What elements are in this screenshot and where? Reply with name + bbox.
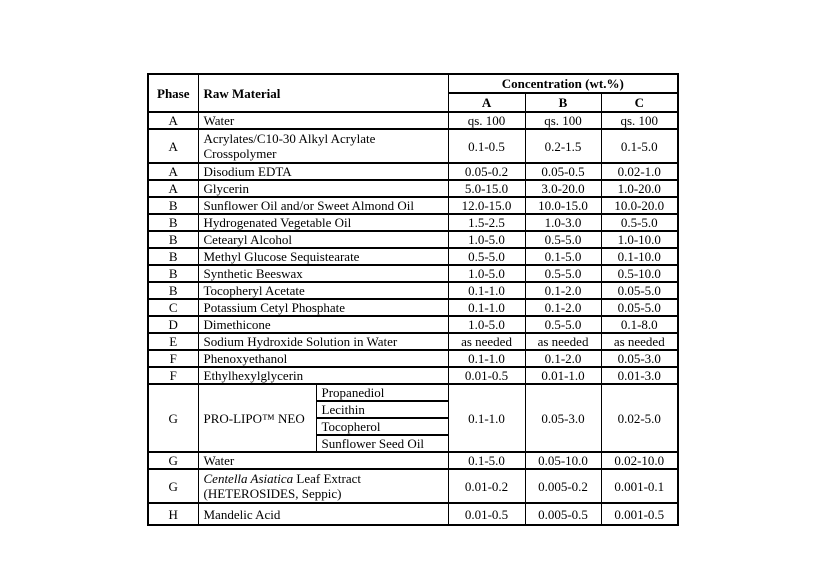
conc-b-cell: 0.05-3.0 (525, 384, 601, 452)
phase-cell: G (148, 384, 198, 452)
conc-a-cell: 0.01-0.5 (448, 367, 525, 384)
conc-c-cell: 0.02-10.0 (601, 452, 678, 469)
table-row (148, 197, 678, 214)
conc-c-cell: 0.001-0.1 (601, 469, 678, 503)
conc-a-cell: 5.0-15.0 (448, 180, 525, 197)
prolipo-component-cell: Lecithin (316, 401, 448, 418)
material-species-name: Centella Asiatica (203, 471, 294, 486)
phase-cell: B (148, 231, 198, 248)
header-col-c: C (601, 93, 678, 112)
conc-b-cell: 0.05-0.5 (525, 163, 601, 180)
phase-cell: A (148, 129, 198, 163)
phase-cell: C (148, 299, 198, 316)
conc-c-cell: 0.01-3.0 (601, 367, 678, 384)
header-col-a: A (448, 93, 525, 112)
material-cell: Sodium Hydroxide Solution in Water (198, 333, 448, 350)
conc-b-cell: 0.5-5.0 (525, 316, 601, 333)
material-cell: Methyl Glucose Sequistearate (198, 248, 448, 265)
material-cell: Water (198, 452, 448, 469)
conc-b-cell: 0.2-1.5 (525, 129, 601, 163)
conc-a-cell: 0.01-0.2 (448, 469, 525, 503)
conc-c-cell: 0.05-5.0 (601, 299, 678, 316)
conc-c-cell: 0.1-10.0 (601, 248, 678, 265)
material-cell: Disodium EDTA (198, 163, 448, 180)
table-row (148, 333, 678, 350)
conc-a-cell: qs. 100 (448, 112, 525, 129)
material-name-rest: Leaf Extract (296, 471, 362, 486)
table-row (148, 231, 678, 248)
material-cell: Phenoxyethanol (198, 350, 448, 367)
table-row (148, 299, 678, 316)
conc-c-cell: 0.02-5.0 (601, 384, 678, 452)
phase-cell: G (148, 452, 198, 469)
phase-cell: F (148, 367, 198, 384)
phase-cell: G (148, 469, 198, 503)
conc-a-cell: 0.1-1.0 (448, 350, 525, 367)
conc-a-cell: 0.5-5.0 (448, 248, 525, 265)
phase-cell: B (148, 214, 198, 231)
material-name-line2: (HETEROSIDES, Seppic) (203, 486, 342, 501)
conc-a-cell: as needed (448, 333, 525, 350)
phase-cell: B (148, 197, 198, 214)
conc-b-cell: 1.0-3.0 (525, 214, 601, 231)
conc-b-cell: 0.1-2.0 (525, 350, 601, 367)
conc-a-cell: 0.1-1.0 (448, 384, 525, 452)
material-cell: Tocopheryl Acetate (198, 282, 448, 299)
conc-a-cell: 0.01-0.5 (448, 503, 525, 525)
table-row (148, 350, 678, 367)
conc-a-cell: 0.1-0.5 (448, 129, 525, 163)
conc-c-cell: qs. 100 (601, 112, 678, 129)
conc-a-cell: 12.0-15.0 (448, 197, 525, 214)
conc-b-cell: 0.005-0.2 (525, 469, 601, 503)
conc-c-cell: 0.001-0.5 (601, 503, 678, 525)
conc-b-cell: 0.1-2.0 (525, 282, 601, 299)
conc-c-cell: 0.02-1.0 (601, 163, 678, 180)
phase-cell: F (148, 350, 198, 367)
prolipo-component-cell: Propanediol (316, 384, 448, 401)
conc-b-cell: 0.01-1.0 (525, 367, 601, 384)
phase-cell: A (148, 112, 198, 129)
conc-a-cell: 0.1-5.0 (448, 452, 525, 469)
material-cell: Ethylhexylglycerin (198, 367, 448, 384)
header-raw-material: Raw Material (198, 74, 448, 112)
table-row (148, 180, 678, 197)
conc-c-cell: 1.0-10.0 (601, 231, 678, 248)
conc-b-cell: 0.1-5.0 (525, 248, 601, 265)
conc-a-cell: 1.0-5.0 (448, 265, 525, 282)
conc-b-cell: 0.1-2.0 (525, 299, 601, 316)
material-cell: Cetearyl Alcohol (198, 231, 448, 248)
material-cell: Acrylates/C10-30 Alkyl Acrylate Crosspolymer (198, 129, 448, 163)
conc-a-cell: 1.0-5.0 (448, 316, 525, 333)
table-row (148, 265, 678, 282)
conc-c-cell: 0.1-5.0 (601, 129, 678, 163)
table-row (148, 282, 678, 299)
formulation-table (147, 73, 679, 526)
conc-c-cell: 0.05-3.0 (601, 350, 678, 367)
conc-b-cell: 10.0-15.0 (525, 197, 601, 214)
table-row (148, 112, 678, 129)
table-row (148, 367, 678, 384)
conc-a-cell: 0.1-1.0 (448, 299, 525, 316)
material-cell: Potassium Cetyl Phosphate (198, 299, 448, 316)
material-cell: Mandelic Acid (198, 503, 448, 525)
prolipo-component-cell: Tocopherol (316, 418, 448, 435)
phase-cell: B (148, 248, 198, 265)
phase-cell: D (148, 316, 198, 333)
conc-c-cell: 0.05-5.0 (601, 282, 678, 299)
centella-row (148, 469, 678, 503)
conc-b-cell: 0.5-5.0 (525, 265, 601, 282)
header-concentration: Concentration (wt.%) (448, 74, 678, 93)
conc-b-cell: 0.05-10.0 (525, 452, 601, 469)
table-row (148, 214, 678, 231)
material-cell: Hydrogenated Vegetable Oil (198, 214, 448, 231)
table-row (148, 163, 678, 180)
conc-c-cell: 0.5-5.0 (601, 214, 678, 231)
table-row (148, 503, 678, 525)
material-cell (198, 469, 448, 503)
header-col-b: B (525, 93, 601, 112)
phase-cell: B (148, 282, 198, 299)
conc-c-cell: 1.0-20.0 (601, 180, 678, 197)
table-row (148, 452, 678, 469)
conc-a-cell: 0.05-0.2 (448, 163, 525, 180)
phase-cell: B (148, 265, 198, 282)
phase-cell: E (148, 333, 198, 350)
conc-b-cell: 0.005-0.5 (525, 503, 601, 525)
conc-a-cell: 1.5-2.5 (448, 214, 525, 231)
prolipo-component-cell: Sunflower Seed Oil (316, 435, 448, 452)
header-row-1 (148, 74, 678, 93)
header-phase: Phase (148, 74, 198, 112)
conc-b-cell: as needed (525, 333, 601, 350)
table-row (148, 248, 678, 265)
conc-c-cell: 0.1-8.0 (601, 316, 678, 333)
table-row (148, 129, 678, 163)
conc-b-cell: 3.0-20.0 (525, 180, 601, 197)
conc-a-cell: 0.1-1.0 (448, 282, 525, 299)
material-cell: Synthetic Beeswax (198, 265, 448, 282)
phase-cell: H (148, 503, 198, 525)
prolipo-row (148, 384, 678, 401)
material-cell: Water (198, 112, 448, 129)
conc-c-cell: as needed (601, 333, 678, 350)
material-cell: Sunflower Oil and/or Sweet Almond Oil (198, 197, 448, 214)
conc-c-cell: 10.0-20.0 (601, 197, 678, 214)
phase-cell: A (148, 163, 198, 180)
conc-b-cell: qs. 100 (525, 112, 601, 129)
conc-c-cell: 0.5-10.0 (601, 265, 678, 282)
conc-a-cell: 1.0-5.0 (448, 231, 525, 248)
table-row (148, 316, 678, 333)
conc-b-cell: 0.5-5.0 (525, 231, 601, 248)
material-cell: Dimethicone (198, 316, 448, 333)
phase-cell: A (148, 180, 198, 197)
prolipo-label-cell: PRO-LIPO™ NEO (198, 384, 316, 452)
material-cell: Glycerin (198, 180, 448, 197)
